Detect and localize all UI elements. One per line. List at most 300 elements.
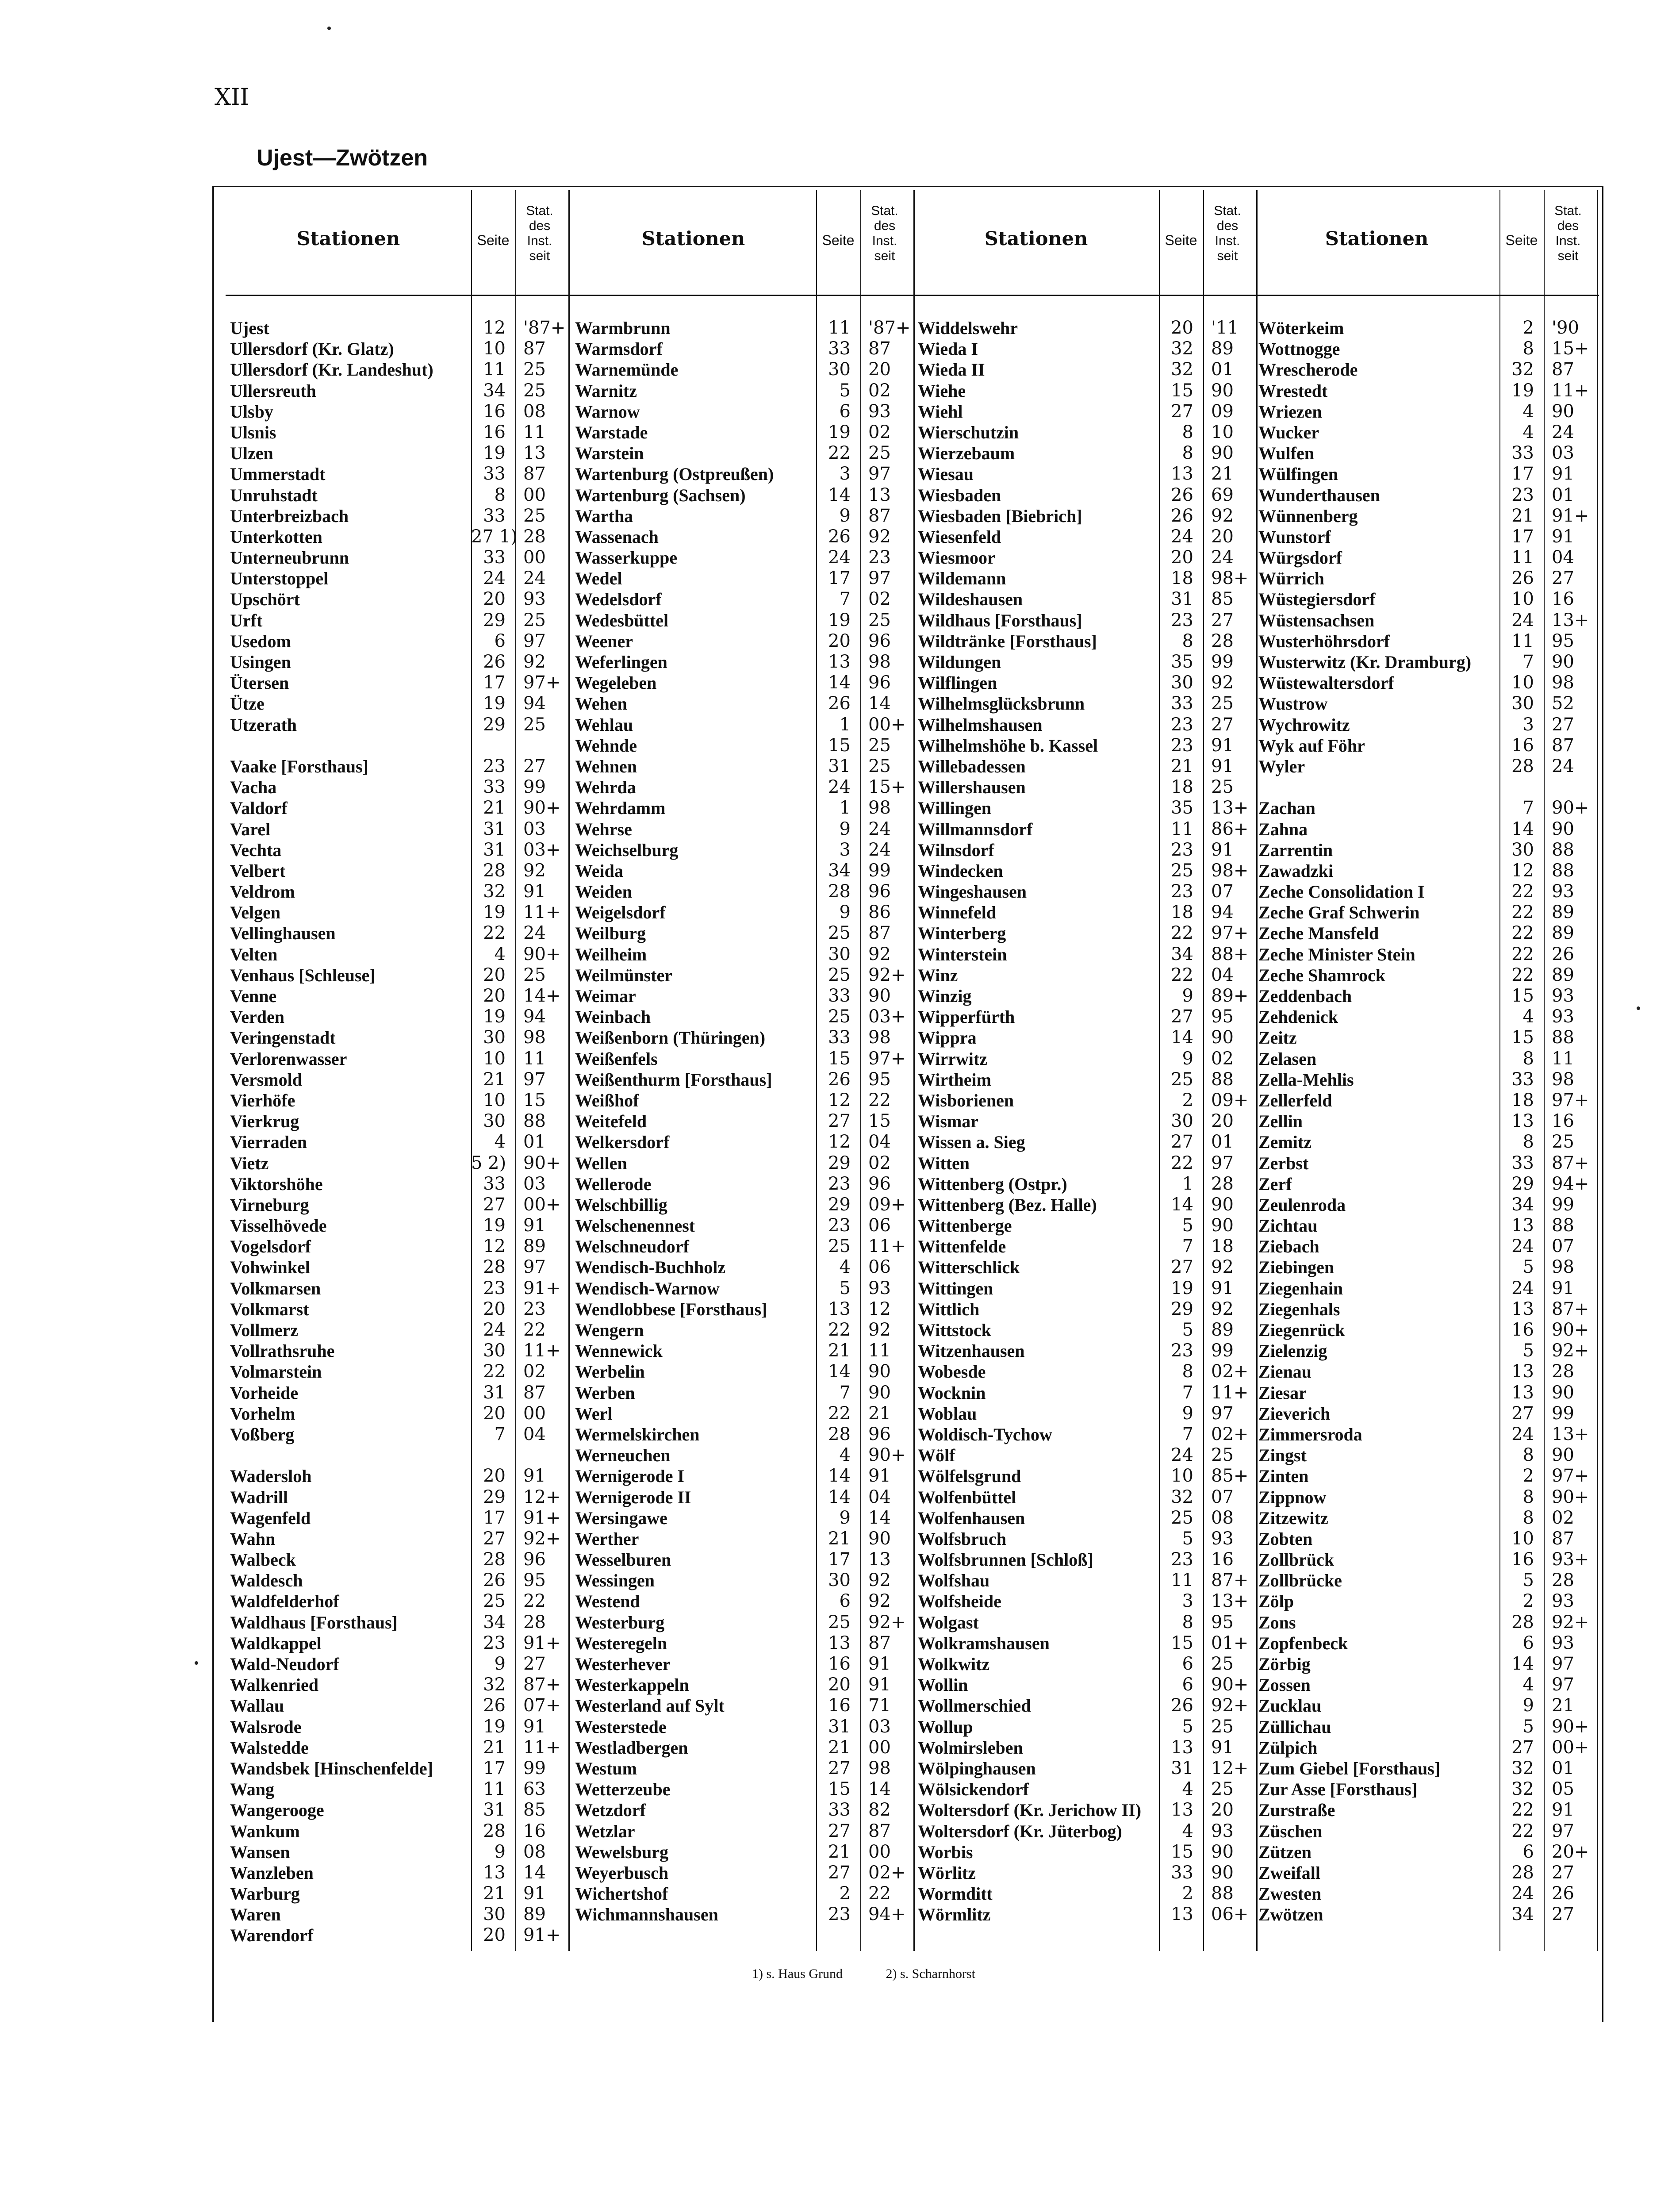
page-number-cell: 10 bbox=[1511, 589, 1534, 610]
since-year-cell: 16 bbox=[523, 1820, 546, 1841]
station-name: Vollrathsruhe bbox=[230, 1341, 335, 1361]
station-name: Woltersdorf (Kr. Jerichow II) bbox=[918, 1800, 1142, 1820]
page-number-cell: 9 bbox=[839, 902, 851, 923]
since-year-cell: 16 bbox=[1552, 589, 1574, 610]
since-year-cell: 00 bbox=[868, 1737, 891, 1758]
table-row bbox=[1254, 1842, 1599, 1863]
since-year-cell: 98 bbox=[523, 1027, 546, 1048]
station-name: Wolmirsleben bbox=[918, 1737, 1023, 1758]
station-name: Vechta bbox=[230, 840, 282, 860]
page-number-cell: 2 bbox=[1182, 1090, 1193, 1110]
table-row bbox=[226, 1299, 571, 1320]
page-number-cell: 5 bbox=[1182, 1320, 1193, 1340]
table-row bbox=[913, 526, 1258, 547]
since-year-cell: 97 bbox=[523, 630, 546, 651]
page-number-cell: 10 bbox=[1171, 1466, 1193, 1486]
page-number-cell: 33 bbox=[828, 986, 851, 1006]
station-name: Werneuchen bbox=[575, 1445, 671, 1466]
page-number-cell: 21 bbox=[483, 1883, 506, 1904]
page-number-cell: 33 bbox=[483, 1173, 506, 1194]
station-name: Weimar bbox=[575, 986, 636, 1006]
page-number-cell: 17 bbox=[828, 568, 851, 589]
station-name: Wilnsdorf bbox=[918, 840, 994, 860]
station-name: Wittlich bbox=[918, 1299, 980, 1319]
station-name: Zieverich bbox=[1258, 1403, 1331, 1424]
page-number-cell: 18 bbox=[1171, 902, 1193, 923]
station-name: Zörbig bbox=[1258, 1654, 1311, 1674]
station-name: Wadrill bbox=[230, 1487, 288, 1507]
since-year-cell: 90 bbox=[868, 1382, 891, 1403]
station-name: Vierkrug bbox=[230, 1111, 299, 1132]
table-row bbox=[1254, 443, 1599, 464]
since-year-cell: 90 bbox=[1552, 1382, 1574, 1403]
station-name: Wiesenfeld bbox=[918, 526, 1001, 547]
table-row bbox=[913, 318, 1258, 338]
station-name: Zeche Consolidation I bbox=[1258, 882, 1425, 902]
page-number-cell: 20 bbox=[483, 1403, 506, 1424]
since-year-cell: 91 bbox=[1552, 464, 1574, 484]
page-number-cell: 24 bbox=[483, 1320, 506, 1340]
table-row bbox=[226, 1508, 571, 1528]
page-number-cell: 17 bbox=[483, 672, 506, 693]
since-year-cell: 98 bbox=[868, 1027, 891, 1048]
table-row bbox=[226, 1424, 571, 1445]
table-row bbox=[913, 944, 1258, 965]
page-number-cell: 4 bbox=[1522, 401, 1534, 422]
table-row bbox=[571, 1361, 916, 1382]
since-year-cell: 91 bbox=[1211, 735, 1234, 756]
station-name: Welkersdorf bbox=[575, 1132, 670, 1152]
table-row bbox=[1254, 1257, 1599, 1278]
table-row bbox=[571, 652, 916, 672]
table-row bbox=[913, 1654, 1258, 1674]
page-number-cell: 21 bbox=[483, 798, 506, 818]
table-row bbox=[913, 1382, 1258, 1403]
station-name: Wilhelmsglücksbrunn bbox=[918, 694, 1085, 714]
since-year-cell: 97+ bbox=[1552, 1090, 1589, 1110]
since-year-cell: 88 bbox=[1552, 1027, 1574, 1048]
station-name: Wirrwitz bbox=[918, 1048, 987, 1069]
table-row bbox=[913, 1904, 1258, 1925]
station-name: Werben bbox=[575, 1382, 635, 1403]
station-name: Wegeleben bbox=[575, 673, 657, 693]
station-name: Wünnenberg bbox=[1258, 506, 1358, 526]
since-year-cell: 91+ bbox=[523, 1632, 561, 1653]
since-year-cell: 13+ bbox=[1211, 798, 1249, 818]
since-year-cell: 01 bbox=[1552, 484, 1574, 505]
table-row bbox=[1254, 1340, 1599, 1361]
speck bbox=[327, 27, 331, 30]
page-number-cell: 3 bbox=[839, 839, 851, 860]
page-number-cell: 19 bbox=[483, 693, 506, 714]
column-header bbox=[1254, 190, 1599, 296]
page-number-cell: 15 bbox=[1171, 380, 1193, 401]
station-name: Zeche Graf Schwerin bbox=[1258, 902, 1420, 923]
page-number-cell: 17 bbox=[483, 1758, 506, 1778]
table-row bbox=[226, 1654, 571, 1674]
station-name: Wehrda bbox=[575, 777, 636, 798]
page-number-cell: 11 bbox=[1511, 630, 1534, 651]
page-number-cell: 27 1) bbox=[471, 526, 518, 547]
table-row bbox=[226, 1570, 571, 1591]
page-number-cell: 19 bbox=[828, 422, 851, 442]
table-row bbox=[226, 1215, 571, 1236]
page-number-cell: 19 bbox=[483, 1006, 506, 1027]
station-name: Unterstoppel bbox=[230, 568, 329, 589]
table-row bbox=[226, 652, 571, 672]
station-name: Wehrdamm bbox=[575, 798, 666, 818]
table-row bbox=[913, 1863, 1258, 1883]
station-name: Weilheim bbox=[575, 944, 647, 964]
table-row bbox=[1254, 589, 1599, 610]
page-number-cell: 29 bbox=[828, 1152, 851, 1173]
page-number-cell: 22 bbox=[483, 923, 506, 944]
table-row bbox=[913, 798, 1258, 818]
table-row bbox=[1254, 798, 1599, 818]
since-year-cell: 02 bbox=[523, 1361, 546, 1382]
since-year-cell: 97 bbox=[523, 1257, 546, 1278]
page-number-cell: 7 bbox=[839, 589, 851, 610]
table-row bbox=[226, 798, 571, 818]
since-year-cell: 90 bbox=[1552, 652, 1574, 672]
page-number-cell: 28 bbox=[828, 1424, 851, 1444]
station-name: Wulfen bbox=[1258, 443, 1314, 464]
table-row bbox=[226, 1549, 571, 1570]
page-number-cell: 2 bbox=[1522, 318, 1534, 338]
page-number-cell: 21 bbox=[828, 1340, 851, 1361]
table-row bbox=[571, 422, 916, 443]
table-row bbox=[1254, 1821, 1599, 1842]
page-number-cell: 30 bbox=[483, 1111, 506, 1132]
page-number-cell: 20 bbox=[483, 1925, 506, 1946]
station-name: Weitefeld bbox=[575, 1111, 647, 1132]
table-row bbox=[226, 1278, 571, 1299]
table-row bbox=[571, 1320, 916, 1340]
since-year-cell: 25 bbox=[868, 756, 891, 776]
since-year-cell: 13 bbox=[868, 484, 891, 505]
table-row bbox=[913, 714, 1258, 735]
since-year-cell: 97+ bbox=[1211, 923, 1249, 944]
since-year-cell: 20 bbox=[868, 359, 891, 380]
since-year-cell: 87+ bbox=[1211, 1570, 1249, 1591]
table-row bbox=[226, 1800, 571, 1820]
page-number-cell: 15 bbox=[828, 1779, 851, 1800]
page-number-cell: 20 bbox=[828, 630, 851, 651]
since-year-cell: 98 bbox=[868, 652, 891, 672]
table-row bbox=[571, 923, 916, 944]
since-year-cell: 24 bbox=[868, 818, 891, 839]
since-year-cell: 87 bbox=[868, 505, 891, 526]
since-year-cell: 90 bbox=[1211, 1841, 1234, 1862]
table-row bbox=[571, 986, 916, 1006]
page-number-cell: 9 bbox=[839, 505, 851, 526]
page-number-cell: 14 bbox=[828, 672, 851, 693]
page-number-cell: 30 bbox=[483, 1027, 506, 1048]
since-year-cell: 90+ bbox=[523, 1152, 561, 1173]
station-name: Wöterkeim bbox=[1258, 318, 1344, 338]
page-number-cell: 13 bbox=[828, 1632, 851, 1653]
page-number-cell: 24 bbox=[1511, 1236, 1534, 1257]
table-row bbox=[913, 568, 1258, 589]
page-number-cell: 23 bbox=[483, 1632, 506, 1653]
since-year-cell: 20 bbox=[1211, 1111, 1234, 1132]
station-name: Vollmerz bbox=[230, 1320, 299, 1340]
page-number-cell: 22 bbox=[828, 443, 851, 464]
table-row bbox=[571, 1904, 916, 1925]
table-row bbox=[571, 1508, 916, 1528]
since-year-cell: 85 bbox=[523, 1800, 546, 1820]
page-number-cell: 10 bbox=[483, 1048, 506, 1069]
page-number: XII bbox=[215, 84, 249, 111]
since-year-cell: 90 bbox=[1211, 1194, 1234, 1215]
since-year-cell: 24 bbox=[1211, 547, 1234, 568]
since-year-cell: 91 bbox=[1552, 526, 1574, 547]
station-name: Willebadessen bbox=[918, 756, 1026, 776]
station-name: Wichmannshausen bbox=[575, 1905, 718, 1925]
since-year-cell: 25 bbox=[1211, 1654, 1234, 1674]
since-year-cell: 91 bbox=[1552, 1800, 1574, 1820]
station-name: Welschbillig bbox=[575, 1194, 667, 1215]
station-name: Weiden bbox=[575, 882, 632, 902]
table-row bbox=[1254, 1612, 1599, 1633]
table-row bbox=[913, 777, 1258, 798]
table-row bbox=[226, 756, 571, 777]
station-name: Ulsnis bbox=[230, 422, 276, 442]
table-row bbox=[913, 1779, 1258, 1800]
table-row bbox=[913, 1737, 1258, 1758]
since-year-cell: 93 bbox=[1552, 1632, 1574, 1653]
station-name: Zichtau bbox=[1258, 1216, 1318, 1236]
station-name: Wessingen bbox=[575, 1571, 655, 1591]
since-year-cell: 21 bbox=[1552, 1695, 1574, 1716]
table-row bbox=[226, 1320, 571, 1340]
station-name: Wildemann bbox=[918, 568, 1006, 589]
since-year-cell: 91+ bbox=[523, 1278, 561, 1298]
page-number-cell: 8 bbox=[1182, 630, 1193, 651]
since-year-cell: 09+ bbox=[1211, 1090, 1249, 1110]
page-number-cell: 5 bbox=[839, 380, 851, 401]
page-number-cell: 11 bbox=[483, 1779, 506, 1800]
since-year-cell: 20 bbox=[1211, 526, 1234, 547]
station-name: Walkenried bbox=[230, 1675, 319, 1695]
since-year-cell: 93 bbox=[1552, 1006, 1574, 1027]
station-name: Wehen bbox=[575, 694, 627, 714]
since-year-cell: 97 bbox=[868, 464, 891, 484]
table-row bbox=[913, 1278, 1258, 1299]
since-year-cell: 11+ bbox=[1211, 1382, 1249, 1403]
station-name: Wehlau bbox=[575, 714, 633, 735]
table-row bbox=[571, 1257, 916, 1278]
since-year-cell: 13+ bbox=[1552, 610, 1589, 630]
station-name: Züllichau bbox=[1258, 1717, 1331, 1737]
table-row bbox=[913, 1299, 1258, 1320]
page-number-cell: 13 bbox=[828, 652, 851, 672]
table-row bbox=[913, 1883, 1258, 1904]
page-number-cell: 27 bbox=[828, 1862, 851, 1883]
station-name: Zossen bbox=[1258, 1675, 1311, 1695]
since-year-cell: 96 bbox=[868, 1424, 891, 1444]
station-name: Wriezen bbox=[1258, 401, 1322, 422]
station-name: Wankum bbox=[230, 1821, 300, 1841]
station-name: Wobesde bbox=[918, 1362, 986, 1382]
table-row bbox=[913, 902, 1258, 923]
page-number-cell: 20 bbox=[1171, 547, 1193, 568]
page-number-cell: 8 bbox=[1522, 1048, 1534, 1069]
since-year-cell: 97 bbox=[1211, 1152, 1234, 1173]
since-year-cell: 00 bbox=[868, 1841, 891, 1862]
page-number-cell: 33 bbox=[483, 464, 506, 484]
page-number-cell: 21 bbox=[483, 1069, 506, 1090]
table-row bbox=[226, 1445, 571, 1466]
station-name: Velten bbox=[230, 944, 278, 964]
since-year-cell: 27 bbox=[1552, 568, 1574, 589]
station-name: Vogelsdorf bbox=[230, 1237, 311, 1257]
page-number-cell: 24 bbox=[1511, 1278, 1534, 1298]
since-year-cell: 91 bbox=[523, 1883, 546, 1904]
since-year-cell: 87+ bbox=[1552, 1152, 1589, 1173]
page-number-cell: 30 bbox=[483, 1340, 506, 1361]
page-number-cell: 19 bbox=[483, 902, 506, 923]
table-row bbox=[913, 693, 1258, 714]
station-name: Wichertshof bbox=[575, 1884, 668, 1904]
table-row bbox=[571, 359, 916, 380]
page-number-cell: 27 bbox=[1171, 1257, 1193, 1278]
table-row bbox=[226, 1591, 571, 1612]
table-row bbox=[226, 1695, 571, 1716]
page-number-cell: 27 bbox=[1171, 401, 1193, 422]
station-name: Urft bbox=[230, 610, 263, 630]
page-number-cell: 22 bbox=[1511, 902, 1534, 923]
page-number-cell: 28 bbox=[483, 1257, 506, 1278]
page-number-cell: 17 bbox=[828, 1549, 851, 1570]
station-name: Wiesmoor bbox=[918, 548, 995, 568]
since-year-cell: 27 bbox=[1552, 1904, 1574, 1925]
station-name: Wölfelsgrund bbox=[918, 1466, 1021, 1486]
station-name: Zeulenroda bbox=[1258, 1194, 1346, 1215]
station-name: Weener bbox=[575, 631, 633, 651]
table-row bbox=[226, 1717, 571, 1737]
page-number-cell: 13 bbox=[483, 1862, 506, 1883]
since-year-cell: 14 bbox=[868, 1507, 891, 1528]
station-column-3 bbox=[913, 190, 1258, 1951]
page-number-cell: 7 bbox=[1182, 1382, 1193, 1403]
since-year-cell: 99 bbox=[1211, 652, 1234, 672]
station-name: Weißenborn (Thüringen) bbox=[575, 1028, 766, 1048]
page-number-cell: 33 bbox=[1171, 1862, 1193, 1883]
station-name: Weinbach bbox=[575, 1007, 651, 1027]
since-year-cell: 27 bbox=[1211, 610, 1234, 630]
station-name: Werther bbox=[575, 1528, 639, 1549]
page-number-cell: 33 bbox=[483, 505, 506, 526]
page-number-cell: 22 bbox=[828, 1403, 851, 1424]
table-row bbox=[226, 631, 571, 652]
station-name: Wierzebaum bbox=[918, 443, 1015, 464]
since-year-cell: 90 bbox=[1211, 443, 1234, 464]
page-number-cell: 9 bbox=[1182, 1403, 1193, 1424]
station-name: Visselhövede bbox=[230, 1216, 327, 1236]
station-name: Wippra bbox=[918, 1028, 977, 1048]
page-number-cell: 33 bbox=[483, 777, 506, 798]
table-row bbox=[913, 860, 1258, 881]
page-number-cell: 7 bbox=[1522, 798, 1534, 818]
table-row bbox=[226, 1925, 571, 1946]
since-year-cell: 15 bbox=[868, 1111, 891, 1132]
table-row bbox=[226, 443, 571, 464]
since-year-cell: 07 bbox=[1552, 1236, 1574, 1257]
station-name: Wocknin bbox=[918, 1382, 986, 1403]
page-number-cell: 5 bbox=[1182, 1215, 1193, 1236]
since-year-cell: 02 bbox=[868, 1152, 891, 1173]
page-number-cell: 8 bbox=[494, 484, 506, 505]
table-row bbox=[571, 1278, 916, 1299]
station-name: Waren bbox=[230, 1905, 281, 1925]
station-name: Wetzlar bbox=[575, 1821, 635, 1841]
since-year-cell: 00 bbox=[523, 547, 546, 568]
page-number-cell: 16 bbox=[483, 422, 506, 442]
page-number-cell: 28 bbox=[1511, 1612, 1534, 1632]
page-number-cell: 2 bbox=[1522, 1466, 1534, 1486]
since-year-cell: 14 bbox=[868, 693, 891, 714]
table-row bbox=[226, 338, 571, 359]
page-number-cell: 8 bbox=[1182, 1361, 1193, 1382]
table-row bbox=[1254, 631, 1599, 652]
table-row bbox=[1254, 1549, 1599, 1570]
table-row bbox=[571, 1612, 916, 1633]
station-name: Wissen a. Sieg bbox=[918, 1132, 1025, 1152]
header-page: Seite bbox=[477, 232, 510, 248]
since-year-cell: 22 bbox=[523, 1591, 546, 1612]
station-name: Welschenennest bbox=[575, 1216, 695, 1236]
station-name: Wellen bbox=[575, 1153, 627, 1173]
page-number-cell: 13 bbox=[1171, 1800, 1193, 1820]
station-name: Wedelsdorf bbox=[575, 589, 662, 610]
table-row bbox=[571, 672, 916, 693]
table-row bbox=[226, 860, 571, 881]
page-number-cell: 32 bbox=[483, 1674, 506, 1695]
station-name: Warmsdorf bbox=[575, 339, 663, 359]
station-name: Wetzdorf bbox=[575, 1800, 646, 1820]
table-row bbox=[571, 902, 916, 923]
page-number-cell: 15 bbox=[828, 735, 851, 756]
page-number-cell: 16 bbox=[1511, 735, 1534, 756]
since-year-cell: 28 bbox=[523, 526, 546, 547]
table-row bbox=[1254, 1090, 1599, 1111]
column-header bbox=[571, 190, 916, 296]
since-year-cell: 08 bbox=[523, 401, 546, 422]
station-name: Wölf bbox=[918, 1445, 955, 1466]
since-year-cell: 01 bbox=[1211, 1132, 1234, 1152]
since-year-cell: 25 bbox=[523, 610, 546, 630]
since-year-cell: 25 bbox=[1211, 1779, 1234, 1800]
table-row bbox=[913, 1821, 1258, 1842]
page-number-cell: 31 bbox=[483, 818, 506, 839]
station-name: Zella-Mehlis bbox=[1258, 1069, 1354, 1090]
page-number-cell: 22 bbox=[828, 1320, 851, 1340]
table-row bbox=[226, 1403, 571, 1424]
table-row bbox=[1254, 1570, 1599, 1591]
table-row bbox=[1254, 777, 1599, 798]
page-number-cell: 9 bbox=[494, 1841, 506, 1862]
page-number-cell: 32 bbox=[1511, 1779, 1534, 1800]
station-name: Wittingen bbox=[918, 1278, 993, 1298]
since-year-cell: 92 bbox=[868, 526, 891, 547]
page-number-cell: 4 bbox=[1522, 422, 1534, 442]
station-name: Zippnow bbox=[1258, 1487, 1327, 1507]
since-year-cell: 03+ bbox=[868, 1006, 906, 1027]
since-year-cell: 24 bbox=[1552, 422, 1574, 442]
table-row bbox=[571, 1487, 916, 1508]
station-name: Zielenzig bbox=[1258, 1341, 1327, 1361]
